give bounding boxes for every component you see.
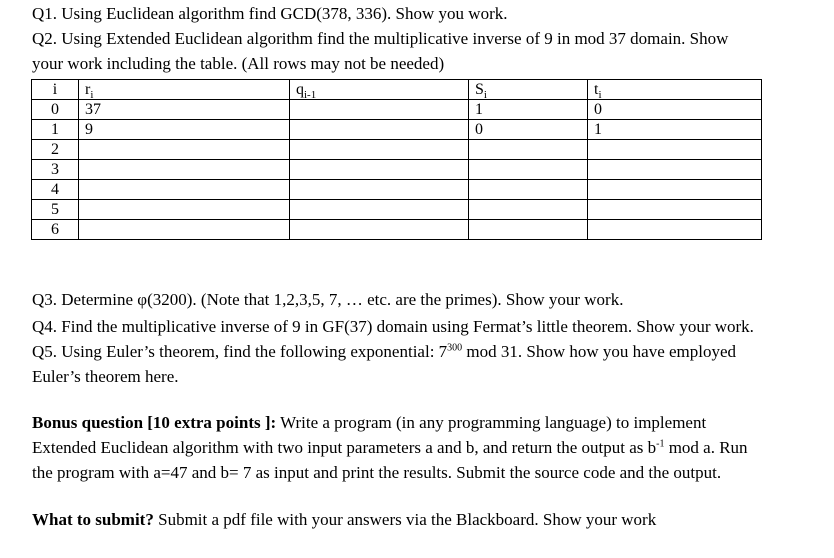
cell-q [290,140,469,160]
cell-r: 37 [79,100,290,120]
bonus-line-2-post: mod a. Run [664,438,748,457]
cell-t [588,220,762,240]
cell-i: 0 [32,100,79,120]
cell-t: 1 [588,120,762,140]
table-row [32,220,762,240]
cell-i: 5 [32,200,79,220]
cell-q [290,200,469,220]
table-row [32,160,762,180]
question-1: Q1. Using Euclidean algorithm find GCD(378, 336). Show you work. [32,4,508,23]
cell-r [79,160,290,180]
cell-r [79,200,290,220]
question-4: Q4. Find the multiplicative inverse of 9 in GF(37) domain using Fermat’s little theorem. Show your work. [32,317,754,336]
cell-i: 2 [32,140,79,160]
table-row [32,180,762,200]
cell-i: 4 [32,180,79,200]
cell-s [469,140,588,160]
table-header-row [32,80,762,100]
submit-heading: What to submit? [32,510,154,529]
submission-instructions [32,510,656,530]
cell-t [588,200,762,220]
header-s: $S_i$ [469,80,588,100]
cell-r: 9 [79,120,290,140]
cell-t [588,160,762,180]
cell-s: 0 [469,120,588,140]
q5-text-pre: Q5. Using Euler’s theorem, find the following exponential: 7 [32,342,448,361]
cell-t [588,180,762,200]
question-3: Q3. Determine φ(3200). (Note that 1,2,3,5, 7, … etc. are the primes). Show your work. [32,290,624,309]
bonus-line-3: the program with a=47 and b= 7 as input and print the results. Submit the source code and the output. [32,463,722,482]
cell-i: 1 [32,120,79,140]
cell-i: 6 [32,220,79,240]
cell-s [469,180,588,200]
header-r: $r_i$ [79,80,290,100]
question-5-line-1 [32,342,736,362]
extended-euclid-table [31,79,762,240]
cell-s [469,220,588,240]
cell-q [290,220,469,240]
cell-r [79,180,290,200]
question-5-line-2: Euler’s theorem here. [32,367,179,386]
submit-text: Submit a pdf file with your answers via the Blackboard. Show your work [153,510,657,529]
cell-q [290,120,469,140]
header-q: $q_{i-1}$ [290,80,469,100]
question-2-line-1: Q2. Using Extended Euclidean algorithm find the multiplicative inverse of 9 in mod 37 domain. Show [32,29,729,48]
q5-exponent: 300 [447,342,463,354]
q5-text-post: mod 31. Show how you have employed [462,342,737,361]
cell-t: 0 [588,100,762,120]
cell-t [588,140,762,160]
bonus-line-1 [32,413,706,433]
question-2-line-2: your work including the table. (All rows may not be needed) [32,54,445,73]
cell-q [290,180,469,200]
cell-q [290,160,469,180]
table-row [32,140,762,160]
table-row [32,200,762,220]
header-t: $t_i$ [588,80,762,100]
table-row [32,120,762,140]
bonus-heading: Bonus question [10 extra points ]: [32,413,277,432]
cell-s: 1 [469,100,588,120]
bonus-line-1-text: Write a program (in any programming language) to implement [276,413,707,432]
table-row [32,100,762,120]
cell-s [469,160,588,180]
header-i: i [32,80,79,100]
cell-s [469,200,588,220]
cell-q [290,100,469,120]
cell-i: 3 [32,160,79,180]
bonus-line-2-pre: Extended Euclidean algorithm with two input parameters a and b, and return the output as b [32,438,657,457]
cell-r [79,220,290,240]
bonus-inverse-exponent: -1 [656,438,665,450]
bonus-line-2 [32,438,748,458]
cell-r [79,140,290,160]
